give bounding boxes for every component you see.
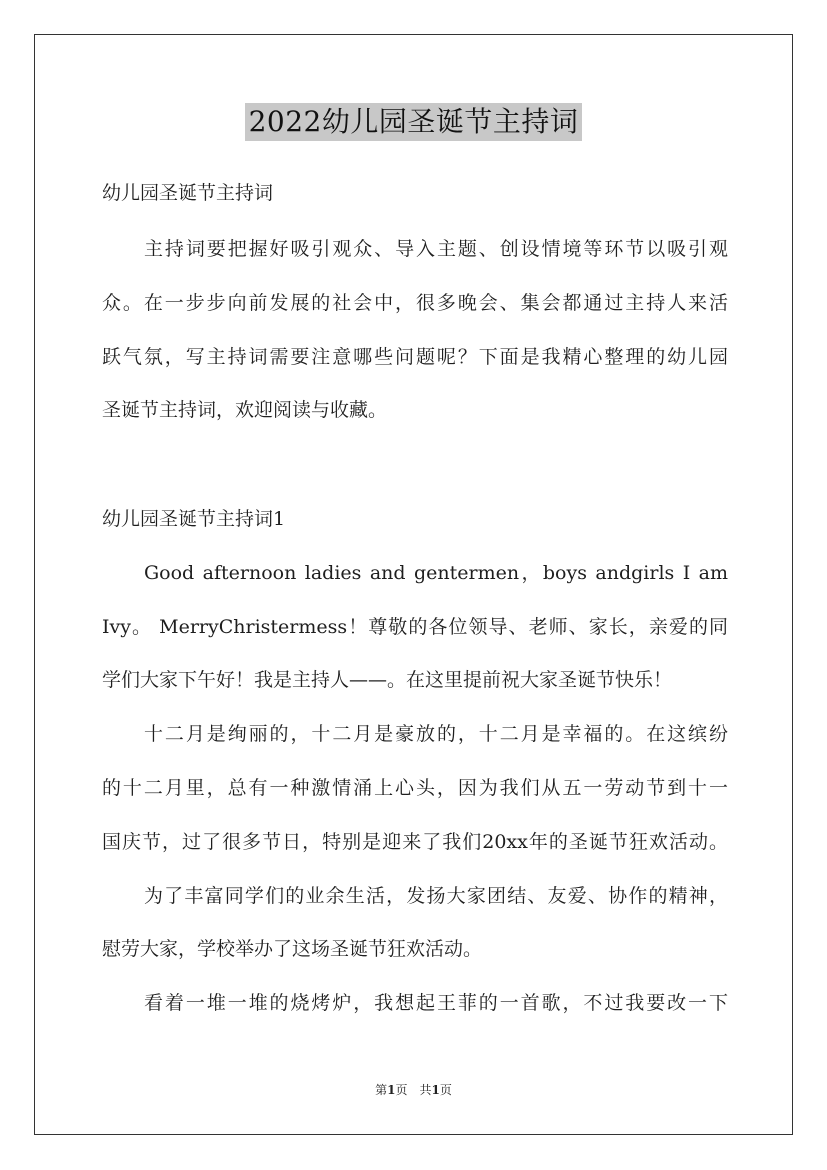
- page-suffix: 页: [395, 1083, 408, 1097]
- body-line: Ivy。 MerryChristermess！尊敬的各位领导、老师、家长，亲爱的同: [102, 616, 728, 638]
- body-line: 国庆节，过了很多节日，特别是迎来了我们20xx年的圣诞节狂欢活动。: [102, 831, 728, 853]
- title-container: [0, 103, 827, 141]
- body-line: 看着一堆一堆的烧烤炉，我想起王菲的一首歌，不过我要改一下: [144, 992, 728, 1014]
- document-title: 2022幼儿园圣诞节主持词: [245, 103, 583, 141]
- body-line: 慰劳大家，学校举办了这场圣诞节狂欢活动。: [102, 938, 483, 960]
- page-footer: [0, 1082, 827, 1098]
- total-suffix: 页: [439, 1083, 452, 1097]
- body-line: 的十二月里，总有一种激情涌上心头，因为我们从五一劳动节到十一: [102, 777, 728, 799]
- body-line: 十二月是绚丽的，十二月是豪放的，十二月是幸福的。在这缤纷: [144, 723, 728, 745]
- document-subtitle: 幼儿园圣诞节主持词: [102, 182, 274, 204]
- intro-line: 主持词要把握好吸引观众、导入主题、创设情境等环节以吸引观: [144, 238, 728, 260]
- total-pages: 1: [431, 1083, 440, 1097]
- page-prefix: 第: [375, 1083, 388, 1097]
- section-heading: 幼儿园圣诞节主持词1: [102, 508, 286, 530]
- page-number: 1: [387, 1083, 396, 1097]
- body-line: 为了丰富同学们的业余生活，发扬大家团结、友爱、协作的精神，: [144, 885, 728, 907]
- intro-line: 众。在一步步向前发展的社会中，很多晚会、集会都通过主持人来活: [102, 292, 728, 314]
- body-line: Good afternoon ladies and gentermen，boys andgirls I am: [144, 562, 728, 584]
- intro-line: 跃气氛，写主持词需要注意哪些问题呢？下面是我精心整理的幼儿园: [102, 346, 728, 368]
- body-line: 学们大家下午好！我是主持人——。在这里提前祝大家圣诞节快乐！: [102, 669, 673, 691]
- total-prefix: 共: [419, 1083, 432, 1097]
- intro-line: 圣诞节主持词，欢迎阅读与收藏。: [102, 399, 388, 421]
